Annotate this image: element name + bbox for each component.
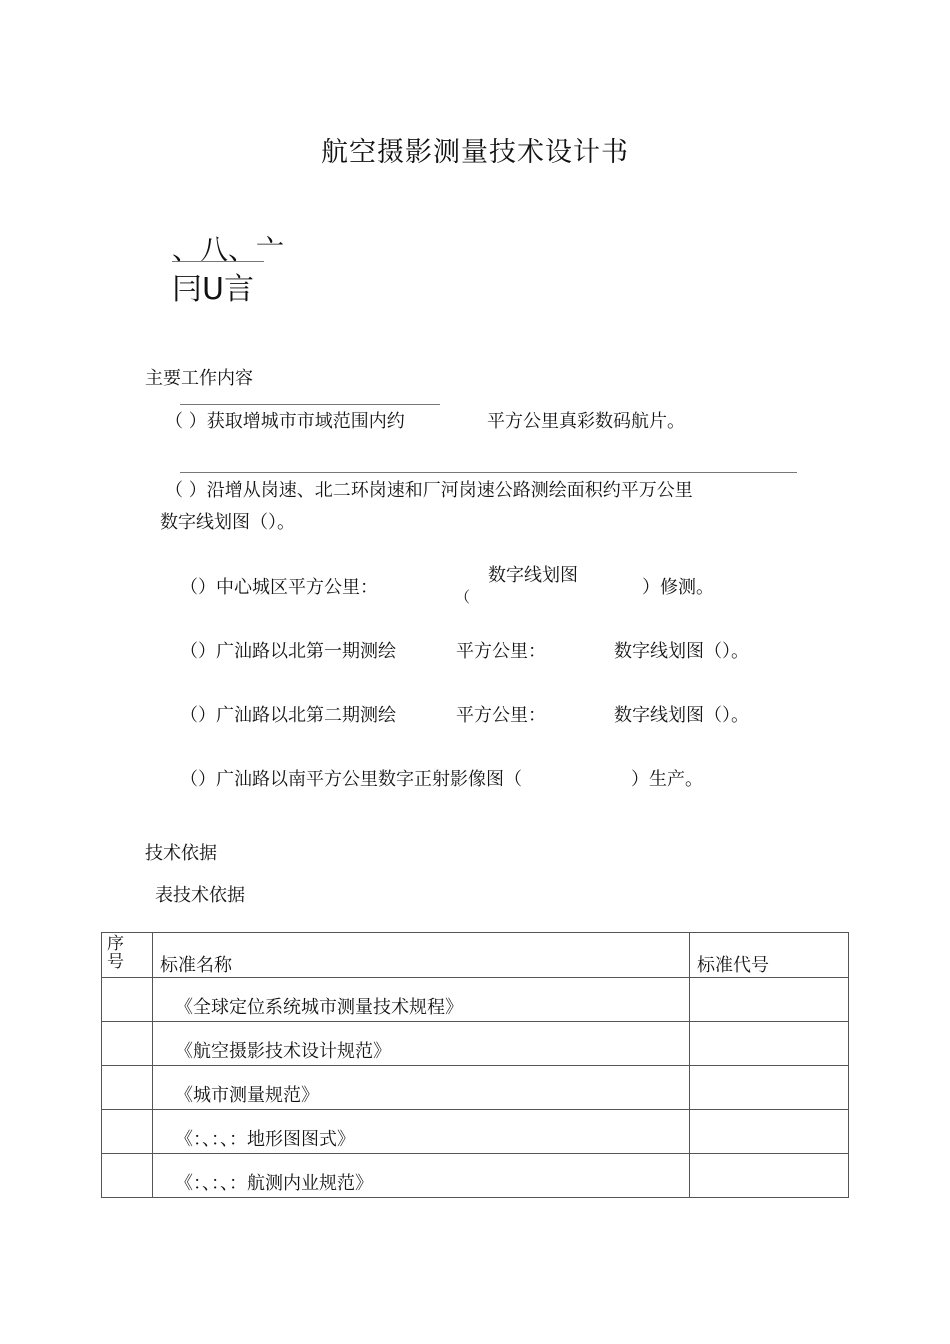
section-heading-line2: 冃U言: [172, 272, 254, 307]
section-heading-line1: 、八、亠: [172, 233, 285, 266]
blank-line: [180, 404, 440, 405]
header-seq-top: 序: [107, 934, 124, 954]
row-standard-name: 《：、：、：地形图图式》: [153, 1110, 690, 1154]
row-standard-code: [690, 978, 849, 1022]
row-standard-code: [690, 1066, 849, 1110]
row-seq: [102, 1110, 153, 1154]
table-header-row: [102, 933, 849, 978]
work-item-1-suffix: 平方公里真彩数码航片。: [487, 411, 685, 432]
heading-underline: [172, 261, 264, 262]
work-item-5-area: 平方公里：: [456, 705, 546, 726]
row-seq: [102, 978, 153, 1022]
work-item-3-prefix: （）中心城区平方公里：: [180, 577, 378, 598]
work-item-5-suffix: 数字线划图（）。: [614, 705, 749, 726]
row-seq: [102, 1066, 153, 1110]
standards-table: [101, 932, 849, 1198]
header-seq-bottom: 号: [107, 952, 124, 972]
row-seq: [102, 1022, 153, 1066]
work-item-6-suffix: ）生产。: [631, 769, 703, 790]
work-item-3-paren: （: [455, 588, 471, 606]
table-row: [102, 1110, 849, 1154]
work-item-3-suffix: ）修测。: [642, 577, 714, 598]
blank-line: [180, 472, 797, 473]
work-item-2-line2: 数字线划图（）。: [160, 512, 295, 533]
table-caption: 表技术依据: [155, 885, 245, 906]
work-item-5-prefix: （）广汕路以北第二期测绘: [180, 705, 396, 726]
row-standard-code: [690, 1110, 849, 1154]
header-code: 标准代号: [690, 933, 849, 978]
row-standard-code: [690, 1022, 849, 1066]
work-item-6-prefix: （）广汕路以南平方公里数字正射影像图（: [180, 769, 522, 790]
work-item-4-area: 平方公里：: [456, 641, 546, 662]
main-work-heading: 主要工作内容: [145, 368, 253, 389]
row-standard-name: 《：、：、：航测内业规范》: [153, 1154, 690, 1198]
tech-basis-heading: 技术依据: [145, 843, 217, 864]
table-row: [102, 1022, 849, 1066]
work-item-3-dlg: 数字线划图: [488, 565, 578, 586]
work-item-4-suffix: 数字线划图（）。: [614, 641, 749, 662]
document-title: 航空摄影测量技术设计书: [321, 137, 629, 168]
work-item-1-prefix: （ ）获取增城市市域范围内约: [165, 411, 405, 432]
row-standard-name: 《全球定位系统城市测量技术规程》: [153, 978, 690, 1022]
row-standard-name: 《城市测量规范》: [153, 1066, 690, 1110]
work-item-4-prefix: （）广汕路以北第一期测绘: [180, 641, 396, 662]
header-name: 标准名称: [153, 933, 690, 978]
work-item-2-line1: （ ）沿增从岗速、北二环岗速和厂河岗速公路测绘面积约平万公里: [165, 480, 693, 501]
row-seq: [102, 1154, 153, 1198]
table-row: [102, 1154, 849, 1198]
row-standard-code: [690, 1154, 849, 1198]
header-seq: [102, 933, 153, 978]
table-row: [102, 1066, 849, 1110]
table-row: [102, 978, 849, 1022]
row-standard-name: 《航空摄影技术设计规范》: [153, 1022, 690, 1066]
